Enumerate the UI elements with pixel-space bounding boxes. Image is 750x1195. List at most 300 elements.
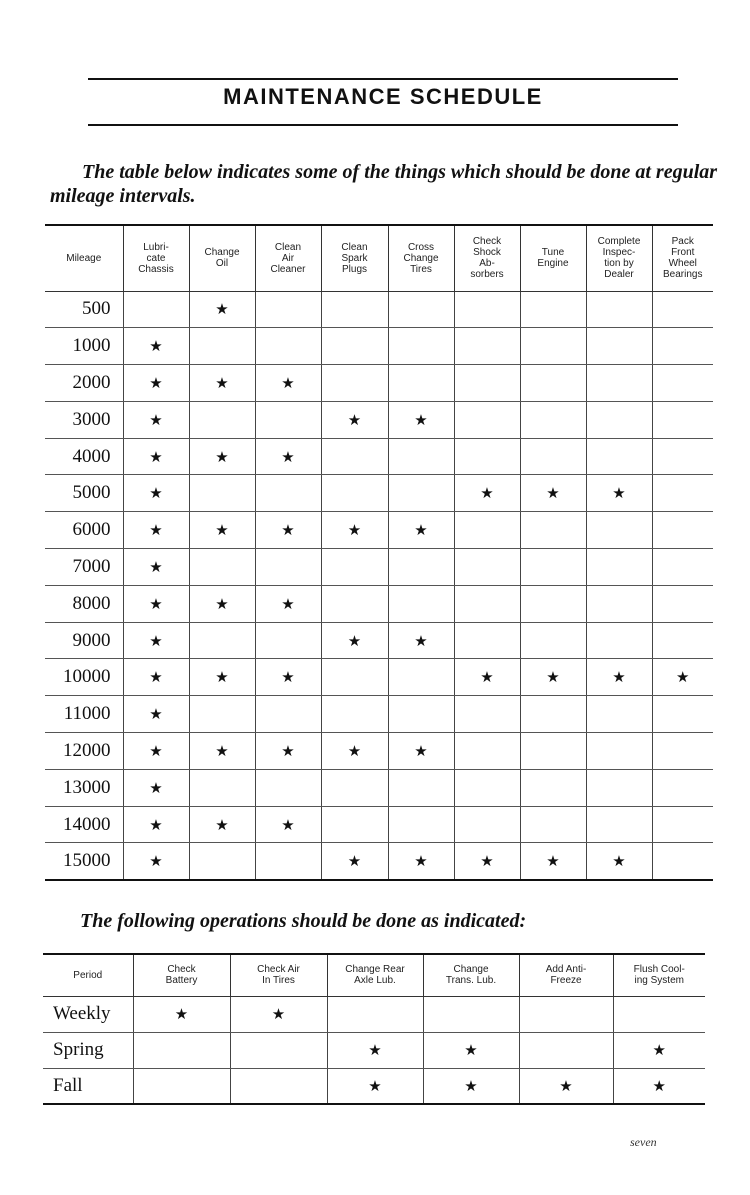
schedule-cell (586, 622, 652, 659)
mileage-value: 14000 (45, 806, 123, 843)
schedule-cell (652, 622, 713, 659)
period-header-1 (133, 954, 230, 996)
header-line: In Tires (262, 975, 295, 987)
star-mark: ★ (149, 668, 163, 687)
schedule-cell (123, 659, 189, 696)
star-mark: ★ (281, 521, 295, 540)
header-line: Change Rear (345, 964, 405, 976)
star-mark: ★ (149, 410, 163, 429)
title-underline (88, 124, 678, 126)
mileage-value: 7000 (45, 549, 123, 586)
schedule-cell (189, 622, 255, 659)
schedule-cell (520, 438, 586, 475)
schedule-cell (133, 1032, 230, 1068)
schedule-cell (123, 843, 189, 880)
schedule-cell (189, 585, 255, 622)
period-value: Weekly (43, 996, 133, 1032)
schedule-cell (586, 769, 652, 806)
schedule-cell (586, 806, 652, 843)
operations-intro: The following operations should be done as indicated: (80, 910, 527, 932)
table-row (45, 401, 713, 438)
period-value: Spring (43, 1032, 133, 1068)
schedule-cell (388, 328, 454, 365)
schedule-cell (189, 843, 255, 880)
schedule-cell (123, 512, 189, 549)
star-mark: ★ (271, 1005, 286, 1023)
schedule-cell (520, 475, 586, 512)
mileage-value: 8000 (45, 585, 123, 622)
schedule-cell (520, 401, 586, 438)
schedule-cell (454, 512, 520, 549)
star-mark: ★ (347, 521, 362, 540)
star-mark: ★ (414, 631, 428, 650)
intro-text: The table below indicates some of the things which should be done at regular mileage intervals. (50, 161, 718, 207)
table-row (43, 1068, 705, 1104)
header-line: Inspec- (602, 247, 636, 259)
schedule-cell (520, 733, 586, 770)
schedule-cell (613, 1068, 705, 1104)
schedule-cell (586, 475, 652, 512)
schedule-cell (388, 365, 454, 402)
star-mark: ★ (546, 852, 560, 871)
star-mark: ★ (414, 741, 428, 760)
schedule-cell (652, 843, 713, 880)
schedule-cell (321, 843, 388, 880)
header-line: sorbers (470, 269, 504, 281)
schedule-cell (388, 733, 454, 770)
schedule-cell (454, 806, 520, 843)
schedule-cell (613, 1032, 705, 1068)
header-line: Axle Lub. (354, 975, 396, 987)
header-line: Engine (537, 258, 569, 270)
schedule-cell (327, 1068, 423, 1104)
schedule-cell (123, 401, 189, 438)
schedule-cell (586, 401, 652, 438)
schedule-cell (321, 806, 388, 843)
star-mark: ★ (464, 1041, 478, 1059)
schedule-cell (586, 512, 652, 549)
schedule-cell (520, 512, 586, 549)
schedule-cell (321, 769, 388, 806)
schedule-cell (652, 585, 713, 622)
schedule-cell (189, 769, 255, 806)
schedule-cell (189, 475, 255, 512)
schedule-cell (454, 475, 520, 512)
schedule-cell (652, 365, 713, 402)
schedule-cell (230, 1068, 327, 1104)
schedule-cell (388, 401, 454, 438)
mileage-value: 13000 (45, 769, 123, 806)
star-mark: ★ (149, 337, 163, 356)
mileage-value: 12000 (45, 733, 123, 770)
mileage-value: 5000 (45, 475, 123, 512)
schedule-cell (327, 996, 423, 1032)
schedule-cell (388, 659, 454, 696)
schedule-cell (255, 512, 321, 549)
schedule-cell (520, 291, 586, 328)
period-header-6 (613, 954, 705, 996)
header-line: Check Air (257, 964, 300, 976)
schedule-cell (321, 585, 388, 622)
star-mark: ★ (149, 557, 163, 576)
star-mark: ★ (368, 1041, 382, 1059)
schedule-cell (652, 328, 713, 365)
mileage-header-0 (45, 225, 123, 291)
schedule-cell (255, 733, 321, 770)
page-title: MAINTENANCE SCHEDULE (223, 84, 543, 109)
schedule-cell (454, 291, 520, 328)
star-mark: ★ (676, 668, 690, 687)
schedule-cell (652, 696, 713, 733)
mileage-value: 500 (45, 291, 123, 328)
schedule-cell (454, 438, 520, 475)
star-mark: ★ (414, 852, 428, 871)
schedule-cell (189, 365, 255, 402)
star-mark: ★ (149, 484, 163, 503)
header-line: Tires (410, 263, 432, 275)
header-line: Change (403, 252, 439, 264)
schedule-cell (520, 806, 586, 843)
period-value: Fall (43, 1068, 133, 1104)
mileage-header-5 (388, 225, 454, 291)
schedule-cell (454, 328, 520, 365)
star-mark: ★ (149, 521, 163, 540)
schedule-cell (520, 769, 586, 806)
schedule-cell (255, 328, 321, 365)
header-line: Period (73, 969, 103, 981)
header-line: Check (167, 964, 196, 976)
schedule-cell (123, 328, 189, 365)
schedule-cell (652, 659, 713, 696)
schedule-cell (454, 622, 520, 659)
mileage-table-header (45, 225, 713, 291)
star-mark: ★ (174, 1005, 189, 1023)
schedule-cell (230, 1032, 327, 1068)
schedule-cell (520, 585, 586, 622)
schedule-cell (321, 733, 388, 770)
table-row (45, 585, 713, 622)
table-row (45, 696, 713, 733)
schedule-cell (586, 291, 652, 328)
header-line: Freeze (550, 975, 582, 987)
schedule-cell (321, 549, 388, 586)
schedule-cell (454, 401, 520, 438)
schedule-cell (586, 696, 652, 733)
header-line: Bearings (663, 269, 703, 281)
star-mark: ★ (414, 410, 428, 429)
schedule-cell (388, 843, 454, 880)
star-mark: ★ (652, 1076, 666, 1095)
schedule-cell (321, 696, 388, 733)
schedule-cell (520, 659, 586, 696)
schedule-cell (133, 996, 230, 1032)
table-row (45, 328, 713, 365)
star-mark: ★ (215, 521, 229, 540)
star-mark: ★ (149, 594, 163, 613)
schedule-cell (321, 328, 388, 365)
schedule-cell (255, 696, 321, 733)
mileage-schedule-table (45, 224, 713, 881)
top-rule (88, 78, 678, 80)
header-line: Complete (597, 236, 641, 248)
schedule-cell (255, 475, 321, 512)
star-mark: ★ (414, 521, 428, 540)
schedule-cell (123, 549, 189, 586)
schedule-cell (652, 733, 713, 770)
schedule-cell (652, 769, 713, 806)
schedule-cell (388, 622, 454, 659)
header-line: cate (146, 252, 166, 264)
schedule-cell (586, 585, 652, 622)
schedule-cell (519, 996, 613, 1032)
header-line: Air (281, 252, 295, 264)
period-table-header (43, 954, 705, 996)
star-mark: ★ (480, 484, 494, 503)
mileage-value: 15000 (45, 843, 123, 880)
schedule-cell (586, 659, 652, 696)
star-mark: ★ (215, 815, 229, 834)
table-row (45, 438, 713, 475)
schedule-cell (123, 806, 189, 843)
schedule-cell (388, 512, 454, 549)
mileage-value: 6000 (45, 512, 123, 549)
schedule-cell (652, 438, 713, 475)
star-mark: ★ (149, 705, 163, 724)
schedule-cell (520, 622, 586, 659)
schedule-cell (454, 696, 520, 733)
schedule-cell (388, 806, 454, 843)
period-header-0 (43, 954, 133, 996)
star-mark: ★ (464, 1076, 478, 1095)
star-mark: ★ (281, 447, 295, 466)
schedule-cell (123, 475, 189, 512)
star-mark: ★ (149, 852, 163, 871)
table-row (43, 996, 705, 1032)
table-row (45, 659, 713, 696)
star-mark: ★ (612, 484, 626, 503)
header-line: Trans. Lub. (445, 975, 497, 987)
header-line: Oil (215, 258, 229, 270)
period-header-3 (327, 954, 423, 996)
schedule-cell (520, 549, 586, 586)
schedule-cell (454, 585, 520, 622)
star-mark: ★ (215, 594, 229, 613)
schedule-cell (255, 769, 321, 806)
star-mark: ★ (149, 815, 163, 834)
mileage-header-3 (255, 225, 321, 291)
schedule-cell (189, 438, 255, 475)
schedule-cell (321, 365, 388, 402)
star-mark: ★ (546, 668, 560, 687)
table-row (45, 733, 713, 770)
schedule-cell (388, 696, 454, 733)
star-mark: ★ (368, 1076, 382, 1095)
schedule-cell (388, 291, 454, 328)
header-line: Spark (341, 252, 368, 264)
schedule-cell (321, 291, 388, 328)
star-mark: ★ (546, 484, 560, 503)
star-mark: ★ (281, 373, 295, 392)
schedule-cell (189, 401, 255, 438)
schedule-cell (388, 438, 454, 475)
header-line: Chassis (138, 263, 174, 275)
schedule-cell (613, 996, 705, 1032)
schedule-cell (520, 328, 586, 365)
schedule-cell (520, 843, 586, 880)
schedule-cell (586, 843, 652, 880)
schedule-cell (123, 365, 189, 402)
header-line: Tune (541, 247, 565, 259)
header-line: Front (671, 247, 695, 259)
schedule-cell (423, 996, 519, 1032)
schedule-cell (255, 401, 321, 438)
table-row (45, 365, 713, 402)
schedule-cell (123, 622, 189, 659)
star-mark: ★ (612, 668, 626, 687)
schedule-cell (133, 1068, 230, 1104)
header-line: Clean (341, 241, 368, 253)
schedule-cell (189, 659, 255, 696)
schedule-cell (189, 696, 255, 733)
table-row (45, 769, 713, 806)
mileage-value: 2000 (45, 365, 123, 402)
schedule-cell (189, 328, 255, 365)
star-mark: ★ (559, 1076, 573, 1095)
schedule-cell (652, 291, 713, 328)
header-line: Battery (165, 975, 198, 987)
schedule-cell (321, 659, 388, 696)
header-line: Clean (274, 241, 302, 253)
period-header-2 (230, 954, 327, 996)
star-mark: ★ (652, 1041, 666, 1059)
mileage-value: 4000 (45, 438, 123, 475)
period-operations-table (43, 953, 705, 1105)
header-line: Mileage (66, 252, 102, 264)
mileage-header-9 (652, 225, 713, 291)
star-mark: ★ (480, 852, 494, 871)
mileage-header-2 (189, 225, 255, 291)
schedule-cell (321, 438, 388, 475)
schedule-cell (454, 549, 520, 586)
schedule-cell (519, 1068, 613, 1104)
schedule-cell (454, 659, 520, 696)
table-row (45, 622, 713, 659)
header-line: tion by (604, 258, 634, 270)
schedule-cell (388, 549, 454, 586)
header-line: Dealer (604, 269, 634, 281)
schedule-cell (255, 365, 321, 402)
star-mark: ★ (149, 778, 163, 797)
schedule-cell (255, 622, 321, 659)
schedule-cell (189, 291, 255, 328)
schedule-cell (423, 1068, 519, 1104)
schedule-cell (652, 806, 713, 843)
header-line: Check (472, 236, 502, 248)
star-mark: ★ (347, 741, 362, 760)
schedule-cell (388, 475, 454, 512)
schedule-cell (454, 365, 520, 402)
schedule-cell (255, 291, 321, 328)
table-row (45, 806, 713, 843)
star-mark: ★ (215, 300, 229, 319)
schedule-cell (255, 585, 321, 622)
star-mark: ★ (347, 410, 362, 429)
schedule-cell (189, 549, 255, 586)
header-line: Flush Cool- (633, 964, 685, 976)
mileage-value: 1000 (45, 328, 123, 365)
table-row (43, 1032, 705, 1068)
table-row (45, 512, 713, 549)
table-row (45, 291, 713, 328)
schedule-cell (189, 512, 255, 549)
schedule-cell (586, 549, 652, 586)
header-line: Ab- (479, 258, 495, 270)
schedule-cell (586, 438, 652, 475)
mileage-value: 11000 (45, 696, 123, 733)
header-line: Shock (473, 247, 501, 259)
star-mark: ★ (281, 668, 295, 687)
schedule-cell (652, 549, 713, 586)
schedule-cell (519, 1032, 613, 1068)
header-line: Add Anti- (545, 964, 587, 976)
schedule-cell (652, 401, 713, 438)
header-line: Lubri- (143, 241, 169, 253)
schedule-cell (189, 733, 255, 770)
schedule-cell (230, 996, 327, 1032)
table-row (45, 475, 713, 512)
period-header-4 (423, 954, 519, 996)
star-mark: ★ (347, 631, 362, 650)
schedule-cell (123, 585, 189, 622)
header-line: Wheel (668, 258, 697, 270)
schedule-cell (321, 512, 388, 549)
schedule-cell (454, 843, 520, 880)
star-mark: ★ (149, 373, 163, 392)
header-line: Cleaner (270, 263, 306, 275)
header-line: Cross (407, 241, 435, 253)
schedule-cell (520, 696, 586, 733)
mileage-header-1 (123, 225, 189, 291)
schedule-cell (388, 769, 454, 806)
star-mark: ★ (149, 741, 163, 760)
schedule-cell (123, 696, 189, 733)
table-row (45, 549, 713, 586)
table-row (45, 843, 713, 880)
schedule-cell (123, 438, 189, 475)
schedule-cell (123, 733, 189, 770)
star-mark: ★ (215, 668, 229, 687)
star-mark: ★ (480, 668, 494, 687)
star-mark: ★ (149, 447, 163, 466)
schedule-cell (255, 549, 321, 586)
schedule-cell (652, 475, 713, 512)
schedule-cell (255, 438, 321, 475)
mileage-value: 3000 (45, 401, 123, 438)
mileage-header-8 (586, 225, 652, 291)
schedule-cell (321, 401, 388, 438)
schedule-cell (255, 659, 321, 696)
header-line: Pack (671, 236, 694, 248)
schedule-cell (520, 365, 586, 402)
schedule-cell (321, 475, 388, 512)
mileage-value: 10000 (45, 659, 123, 696)
mileage-header-4 (321, 225, 388, 291)
schedule-cell (123, 291, 189, 328)
star-mark: ★ (215, 373, 229, 392)
schedule-cell (454, 733, 520, 770)
page-number: seven (630, 1135, 657, 1149)
header-line: Change (453, 964, 489, 976)
